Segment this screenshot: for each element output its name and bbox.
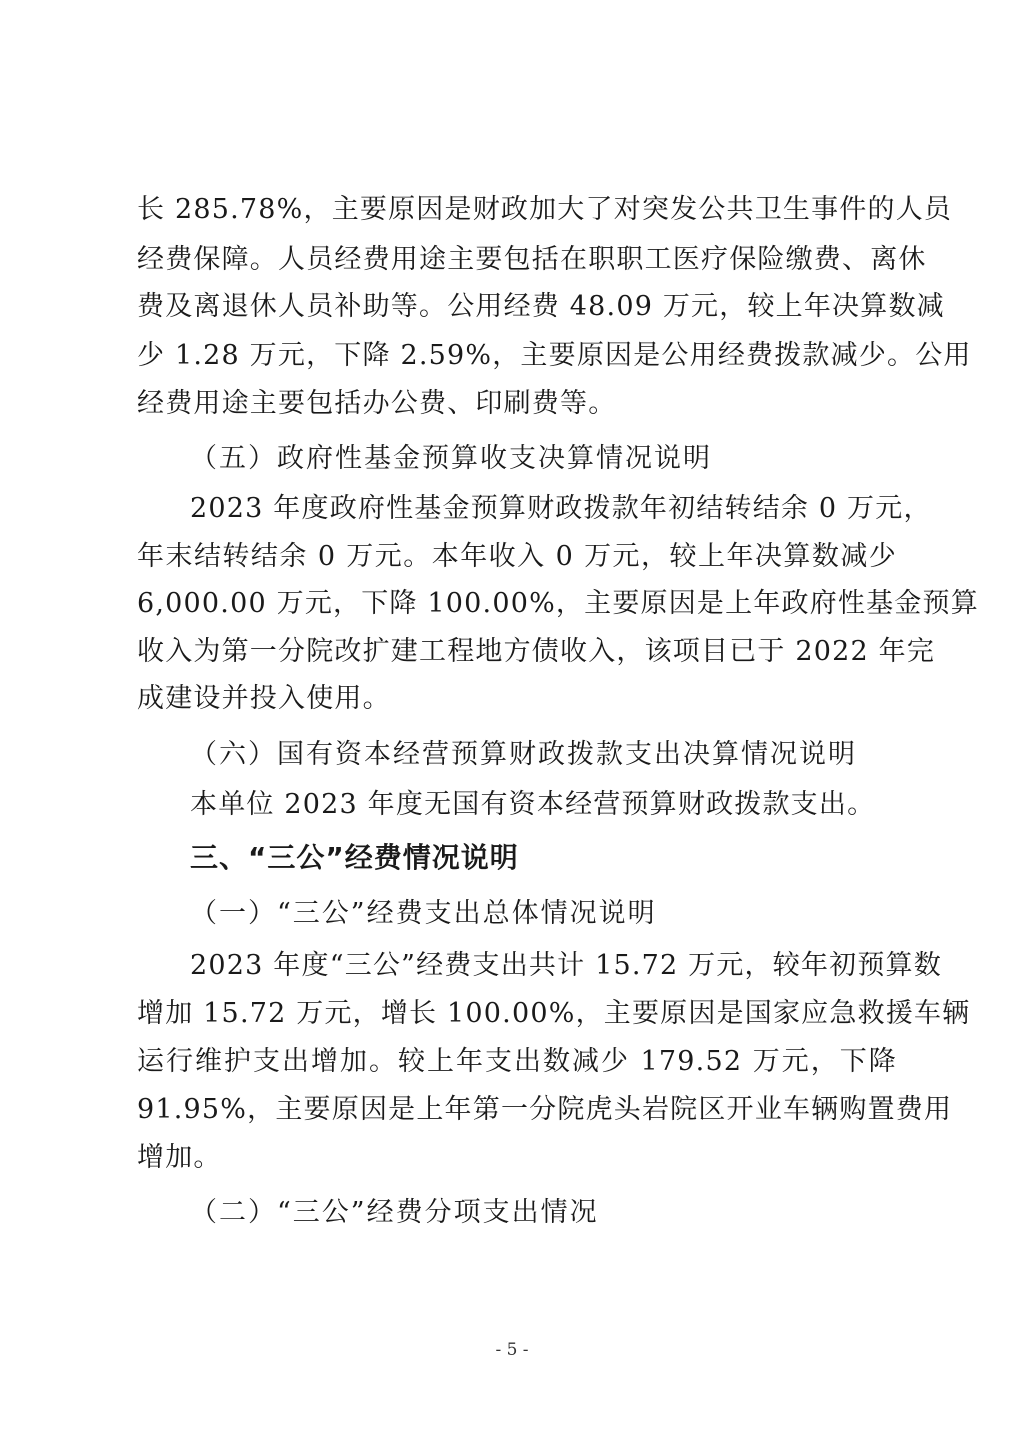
paragraph-line: 2023 年度“三公”经费支出共计 15.72 万元，较年初预算数 <box>190 950 942 981</box>
section-heading: （二）“三公”经费分项支出情况 <box>190 1197 599 1228</box>
paragraph-line: 增加。 <box>137 1142 222 1173</box>
section-heading: （一）“三公”经费支出总体情况说明 <box>190 898 657 929</box>
paragraph-line: 经费用途主要包括办公费、印刷费等。 <box>137 388 617 419</box>
paragraph-line: 少 1.28 万元，下降 2.59%，主要原因是公用经费拨款减少。公用 <box>137 340 972 371</box>
page-number: - 5 - <box>495 1340 529 1360</box>
section-heading: （五）政府性基金预算收支决算情况说明 <box>190 443 712 474</box>
paragraph-line: 增加 15.72 万元，增长 100.00%，主要原因是国家应急救援车辆 <box>137 998 971 1029</box>
paragraph-line: 长 285.78%，主要原因是财政加大了对突发公共卫生事件的人员 <box>137 194 953 225</box>
part-heading: 三、“三公”经费情况说明 <box>190 841 519 874</box>
paragraph-line: 6,000.00 万元，下降 100.00%，主要原因是上年政府性基金预算 <box>137 588 979 619</box>
paragraph-line: 成建设并投入使用。 <box>137 683 391 714</box>
paragraph-line: 费及离退休人员补助等。公用经费 48.09 万元，较上年决算数减 <box>137 291 945 322</box>
paragraph-line: 运行维护支出增加。较上年支出数减少 179.52 万元，下降 <box>137 1046 897 1077</box>
paragraph-line: 本单位 2023 年度无国有资本经营预算财政拨款支出。 <box>190 789 876 820</box>
paragraph-line: 2023 年度政府性基金预算财政拨款年初结转结余 0 万元， <box>190 493 932 524</box>
paragraph-line: 91.95%，主要原因是上年第一分院虎头岩院区开业车辆购置费用 <box>137 1094 953 1125</box>
section-heading: （六）国有资本经营预算财政拨款支出决算情况说明 <box>190 739 857 770</box>
paragraph-line: 年末结转结余 0 万元。本年收入 0 万元，较上年决算数减少 <box>137 541 897 572</box>
paragraph-line: 收入为第一分院改扩建工程地方债收入，该项目已于 2022 年完 <box>137 636 936 667</box>
paragraph-line: 经费保障。人员经费用途主要包括在职职工医疗保险缴费、离休 <box>137 244 927 275</box>
